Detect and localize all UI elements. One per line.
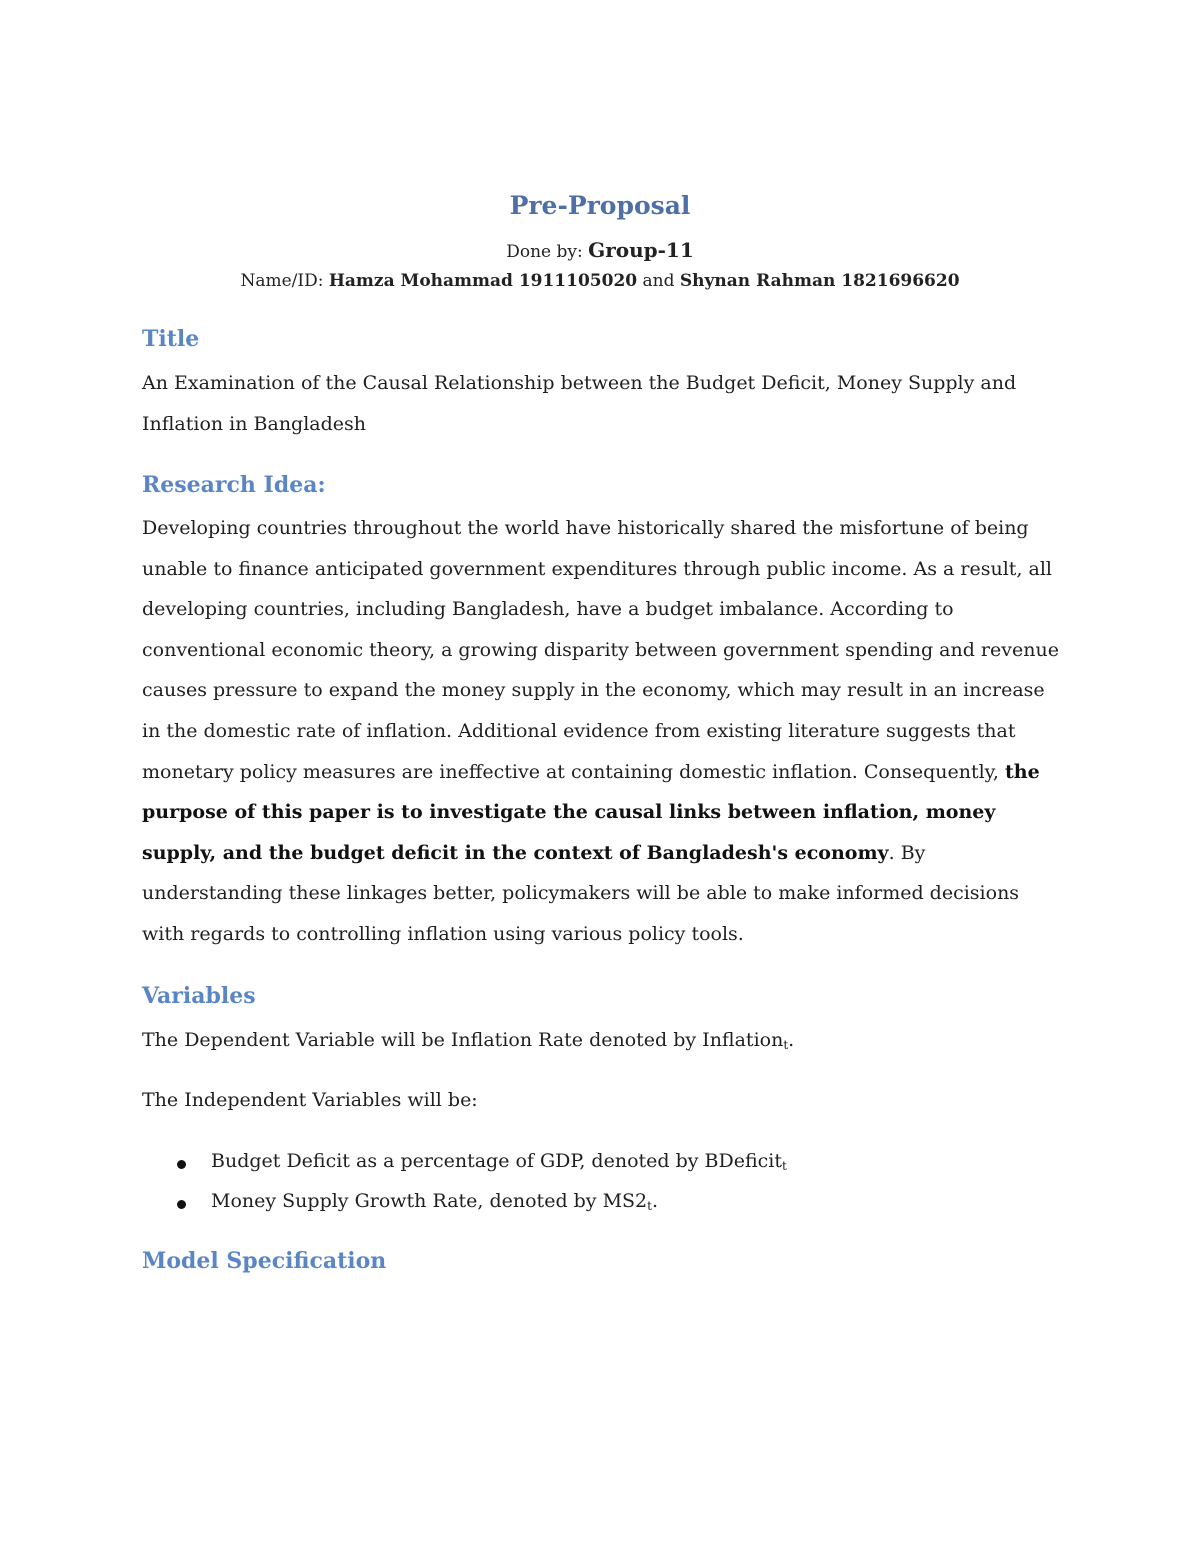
variables-heading: Variables	[142, 983, 256, 1009]
list-item-text: Money Supply Growth Rate, denoted by $MS2_t$.	[211, 1190, 659, 1213]
independent-variables-text: The Independent Variables will be:	[142, 1089, 478, 1111]
name-id-label: Name/ID:	[240, 271, 329, 291]
author-1: Hamza Mohammad 1911105020	[328, 271, 638, 291]
research-purpose-bold: the purpose of this paper is to investigate the causal links between inflation, money supply, and the budget deficit in the context of Bangladesh's economy	[142, 760, 1040, 864]
title-text: An Examination of the Causal Relationship between the Budget Deficit, Money Supply and Inflation in Bangladesh	[142, 372, 1017, 435]
title-heading: Title	[142, 326, 200, 352]
dependent-subscript: t	[783, 1038, 789, 1052]
research-text-part-2: . By understanding these linkages better, policymakers will be able to make informed decisions with regards to controlling inflation using various policy tools.	[142, 841, 1020, 945]
research-idea-text	[142, 508, 1060, 955]
done-by-label: Done by:	[506, 242, 589, 262]
page-title: Pre-Proposal	[509, 191, 691, 220]
research-idea-heading: Research Idea:	[142, 472, 326, 498]
group-name: Group-11	[588, 238, 694, 262]
list-item-text: Budget Deficit as a percentage of GDP, denoted by BDeficit$_t$	[211, 1150, 787, 1173]
bullet-icon	[177, 1160, 186, 1169]
done-by-line	[142, 238, 1058, 262]
dependent-end: .	[788, 1029, 795, 1051]
model-specification-heading: Model Specification	[142, 1248, 387, 1274]
name-id-line	[142, 271, 1058, 291]
dependent-text: The Dependent Variable will be Inflation Rate denoted by Inflation	[142, 1029, 784, 1051]
and-text: and	[637, 271, 680, 291]
bullet-icon	[177, 1200, 186, 1209]
research-text-part-1: Developing countries throughout the world have historically shared the misfortune of being unable to finance anticipated government expenditures through public income. As a result, all developing countries, including Bangladesh, have a budget imbalance. According to conventional economic theory, a growing disparity between government spending and revenue causes pressure to expand the money supply in the economy, which may result in an increase in the domestic rate of inflation. Additional evidence from existing literature suggests that monetary policy measures are ineffective at containing domestic inflation. Consequently,	[142, 517, 1059, 783]
document-page	[142, 0, 1062, 1553]
author-2: Shynan Rahman 1821696620	[679, 271, 960, 291]
dependent-variable-text	[142, 1020, 1060, 1061]
